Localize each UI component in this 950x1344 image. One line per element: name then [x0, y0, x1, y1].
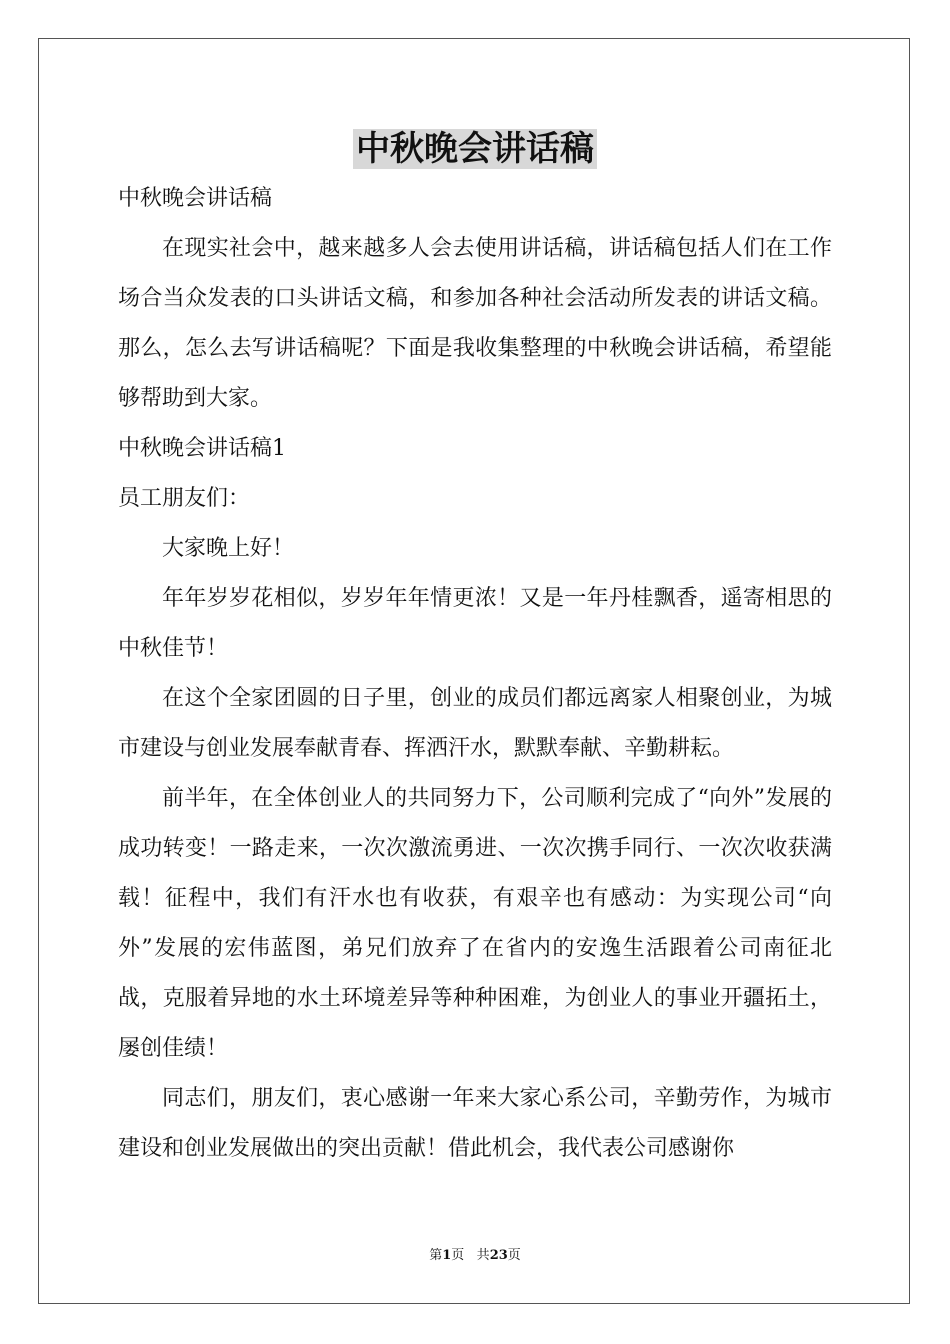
total-pages: 23: [489, 1248, 508, 1263]
paragraph-body-2: 在这个全家团圆的日子里，创业的成员们都远离家人相聚创业，为城市建设与创业发展奉献青春、挥洒汗水，默默奉献、辛勤耕耘。: [118, 686, 832, 761]
paragraph-section-heading: 中秋晚会讲话稿1: [118, 436, 286, 461]
document-body: [118, 174, 832, 1174]
total-suffix: 页: [507, 1248, 521, 1263]
paragraph-body-3: 前半年，在全体创业人的共同努力下，公司顺利完成了“向外”发展的成功转变！一路走来，一次次激流勇进、一次次携手同行、一次次收获满载！征程中，我们有汗水也有收获，有艰辛也有感动：为实现公司“向外”发展的宏伟蓝图，弟兄们放弃了在省内的安逸生活跟着公司南征北战，克服着异地的水土环境差异等种种困难，为创业人的事业开疆拓土，屡创佳绩！: [118, 786, 832, 1061]
paragraph-body-1: 年年岁岁花相似，岁岁年年情更浓！又是一年丹桂飘香，遥寄相思的中秋佳节！: [118, 586, 832, 661]
page-number: 1: [442, 1248, 452, 1263]
page-suffix: 页: [451, 1248, 465, 1263]
page-prefix: 第: [429, 1248, 443, 1263]
paragraph-intro: 在现实社会中，越来越多人会去使用讲话稿，讲话稿包括人们在工作场合当众发表的口头讲话文稿，和参加各种社会活动所发表的讲话文稿。那么，怎么去写讲话稿呢？下面是我收集整理的中秋晚会讲话稿，希望能够帮助到大家。: [118, 236, 832, 411]
total-prefix: 共: [476, 1248, 490, 1263]
page-footer: [0, 1247, 950, 1265]
document-title-text: 中秋晚会讲话稿: [353, 129, 597, 169]
paragraph-body-4: 同志们，朋友们，衷心感谢一年来大家心系公司，辛勤劳作，为城市建设和创业发展做出的突出贡献！借此机会，我代表公司感谢你: [118, 1086, 832, 1161]
document-title: [0, 126, 950, 172]
paragraph-salutation: 员工朋友们：: [118, 486, 251, 511]
paragraph-subtitle: 中秋晚会讲话稿: [118, 186, 273, 211]
paragraph-greeting: 大家晚上好！: [162, 536, 295, 561]
